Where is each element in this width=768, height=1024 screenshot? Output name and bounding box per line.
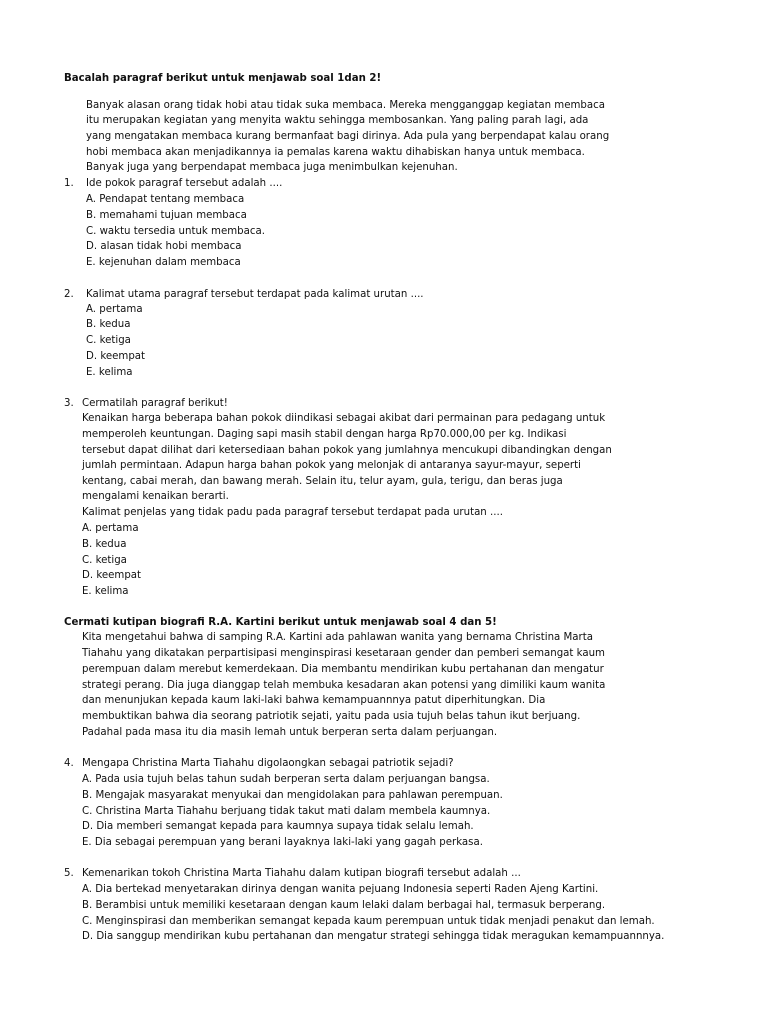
question-text: Kemenarikan tokoh Christina Marta Tiahahu dalam kutipan biografi tersebut adalah ... [82, 868, 521, 879]
question-text: Kalimat penjelas yang tidak padu pada paragraf tersebut terdapat pada urutan .... [82, 507, 503, 518]
answer-option[interactable]: A. Dia bertekad menyetarakan dirinya dengan wanita pejuang Indonesia seperti Raden Ajeng Kartini. [82, 884, 599, 895]
answer-option[interactable]: E. Dia sebagai perempuan yang berani layaknya laki-laki yang gagah perkasa. [82, 837, 483, 848]
paragraph-line: hobi membaca akan menjadikannya ia pemalas karena waktu dihabiskan hanya untuk membaca. [86, 147, 585, 158]
paragraph-line: itu merupakan kegiatan yang menyita waktu sehingga membosankan. Yang paling parah lagi, ada [86, 115, 589, 126]
section-heading: Cermati kutipan biografi R.A. Kartini berikut untuk menjawab soal 4 dan 5! [64, 617, 497, 628]
answer-option[interactable]: D. Dia memberi semangat kepada para kaumnya supaya tidak selalu lemah. [82, 821, 474, 832]
paragraph-line: kentang, cabai merah, dan bawang merah. Selain itu, telur ayam, gula, terigu, dan beras juga [82, 476, 563, 487]
paragraph-line: Kita mengetahui bahwa di samping R.A. Kartini ada pahlawan wanita yang bernama Christina Marta [82, 632, 593, 643]
paragraph-line: Banyak juga yang berpendapat membaca juga menimbulkan kejenuhan. [86, 162, 458, 173]
question-text: Ide pokok paragraf tersebut adalah .... [86, 178, 283, 189]
answer-option[interactable]: E. kelima [86, 367, 133, 378]
question-number: 5. [64, 868, 74, 879]
question-number: 1. [64, 178, 74, 189]
answer-option[interactable]: A. Pada usia tujuh belas tahun sudah berperan serta dalam perjuangan bangsa. [82, 774, 490, 785]
paragraph-line: Tiahahu yang dikatakan perpartisipasi menginspirasi kesetaraan gender dan pemberi semangat kaum [82, 648, 605, 659]
question-text: Kalimat utama paragraf tersebut terdapat pada kalimat urutan .... [86, 289, 424, 300]
question-text: Mengapa Christina Marta Tiahahu digolaongkan sebagai patriotik sejadi? [82, 758, 454, 769]
answer-option[interactable]: B. memahami tujuan membaca [86, 210, 247, 221]
answer-option[interactable]: A. pertama [86, 304, 143, 315]
paragraph-line: memperoleh keuntungan. Daging sapi masih stabil dengan harga Rp70.000,00 per kg. Indikasi [82, 429, 567, 440]
question-text: Cermatilah paragraf berikut! [82, 398, 228, 409]
paragraph-line: Banyak alasan orang tidak hobi atau tidak suka membaca. Mereka mengganggap kegiatan membaca [86, 100, 605, 111]
paragraph-line: jumlah permintaan. Adapun harga bahan pokok yang melonjak di antaranya sayur-mayur, seperti [82, 460, 581, 471]
answer-option[interactable]: C. waktu tersedia untuk membaca. [86, 226, 265, 237]
answer-option[interactable]: D. alasan tidak hobi membaca [86, 241, 242, 252]
question-number: 2. [64, 289, 74, 300]
answer-option[interactable]: B. kedua [82, 539, 127, 550]
paragraph-line: Kenaikan harga beberapa bahan pokok diindikasi sebagai akibat dari permainan para pedagang untuk [82, 413, 606, 424]
answer-option[interactable]: C. ketiga [82, 555, 127, 566]
answer-option[interactable]: C. Menginspirasi dan memberikan semangat kepada kaum perempuan untuk tidak menjadi penakut dan lemah. [82, 916, 655, 927]
paragraph-line: Padahal pada masa itu dia masih lemah untuk berperan serta dalam perjuangan. [82, 727, 498, 738]
answer-option[interactable]: B. Mengajak masyarakat menyukai dan mengidolakan para pahlawan perempuan. [82, 790, 503, 801]
paragraph-line: strategi perang. Dia juga dianggap telah membuka kesadaran akan potensi yang dimiliki kaum wanita [82, 680, 606, 691]
paragraph-line: perempuan dalam merebut kemerdekaan. Dia membantu mendirikan kubu pertahanan dan mengatur [82, 664, 604, 675]
question-number: 3. [64, 398, 74, 409]
answer-option[interactable]: C. ketiga [86, 335, 131, 346]
paragraph-line: tersebut dapat dilihat dari ketersediaan bahan pokok yang jumlahnya mencukupi dibandingkan dengan [82, 445, 612, 456]
paragraph-line: yang mengatakan membaca kurang bermanfaat bagi dirinya. Ada pula yang berpendapat kalau orang [86, 131, 610, 142]
answer-option[interactable]: A. Pendapat tentang membaca [86, 194, 245, 205]
answer-option[interactable]: B. kedua [86, 319, 131, 330]
answer-option[interactable]: B. Berambisi untuk memiliki kesetaraan dengan kaum lelaki dalam berbagai hal, termasuk berperang. [82, 900, 606, 911]
section-heading: Bacalah paragraf berikut untuk menjawab soal 1dan 2! [64, 73, 382, 84]
answer-option[interactable]: D. keempat [86, 351, 146, 362]
answer-option[interactable]: E. kejenuhan dalam membaca [86, 257, 241, 268]
answer-option[interactable]: C. Christina Marta Tiahahu berjuang tidak takut mati dalam membela kaumnya. [82, 806, 491, 817]
answer-option[interactable]: A. pertama [82, 523, 139, 534]
paragraph-line: membuktikan bahwa dia seorang patriotik sejati, yaitu pada usia tujuh belas tahun ikut berjuang. [82, 711, 581, 722]
paragraph-line: dan menunjukan kepada kaum laki-laki bahwa kemampuannnya patut diperhitungkan. Dia [82, 695, 546, 706]
answer-option[interactable]: D. keempat [82, 570, 142, 581]
answer-option[interactable]: E. kelima [82, 586, 129, 597]
answer-option[interactable]: D. Dia sanggup mendirikan kubu pertahanan dan mengatur strategi sehingga tidak meragukan kemampuannnya. [82, 931, 665, 942]
question-number: 4. [64, 758, 74, 769]
paragraph-line: mengalami kenaikan berarti. [82, 491, 229, 502]
